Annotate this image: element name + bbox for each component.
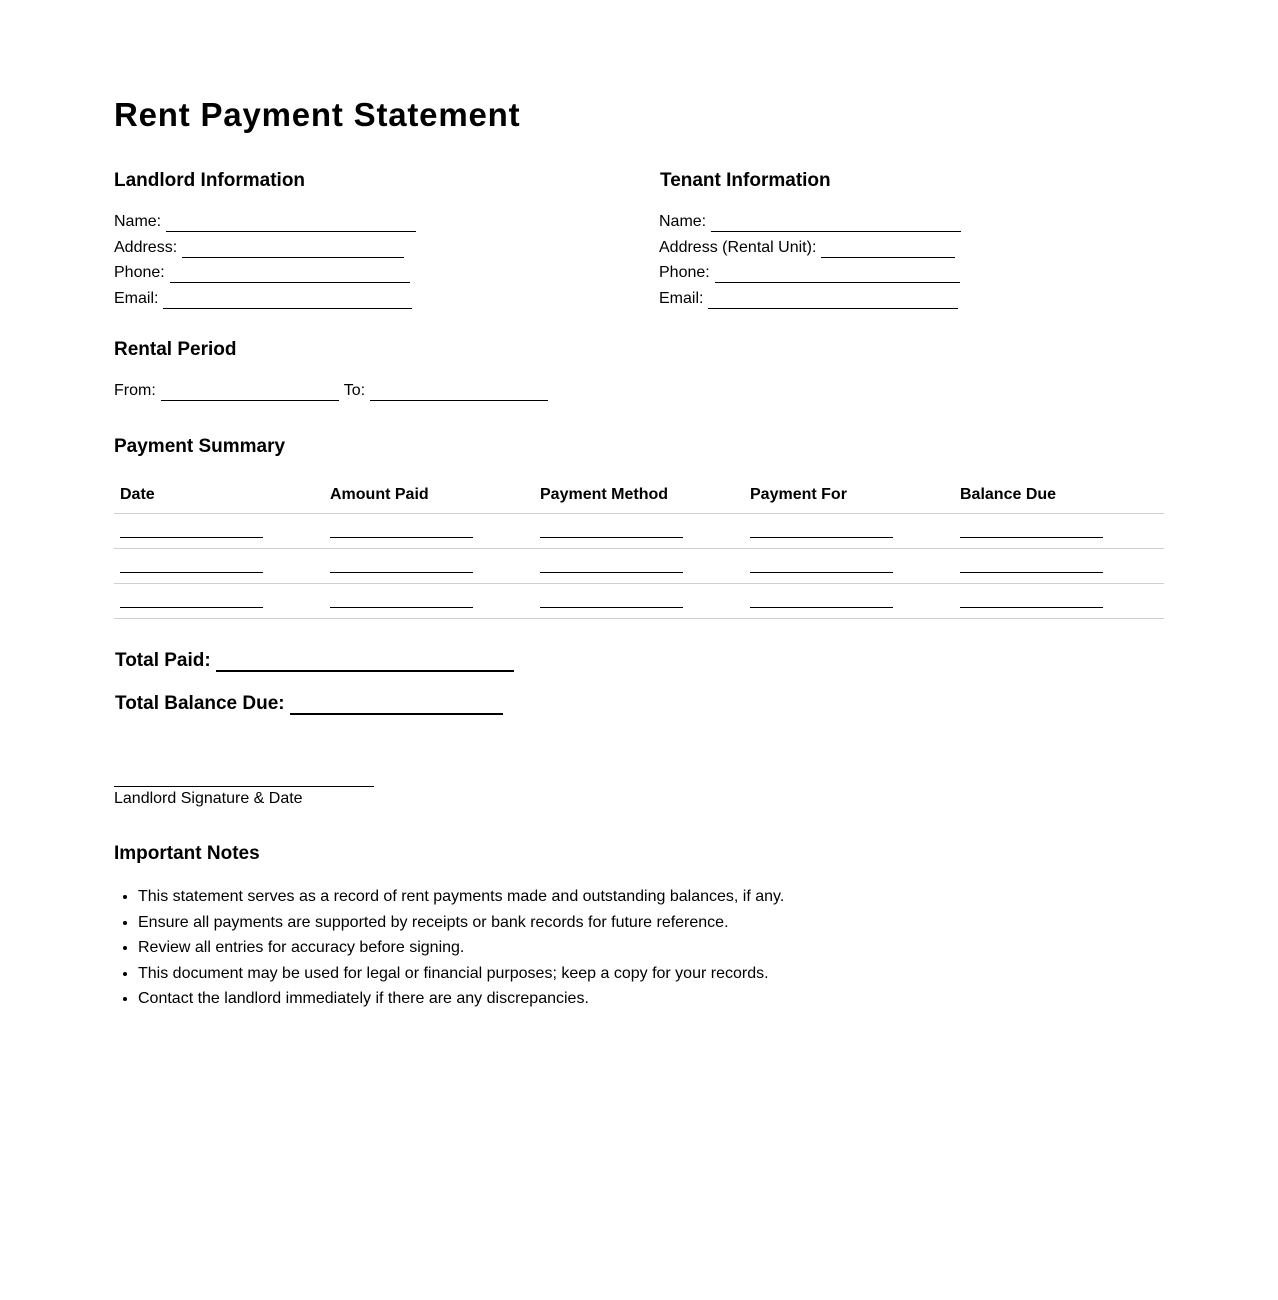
payment-table: [114, 480, 1164, 619]
rental-period-field[interactable]: [114, 381, 548, 401]
tenant-phone-line[interactable]: [715, 268, 960, 283]
landlord-phone-line[interactable]: [170, 268, 410, 283]
landlord-name-label: Name:: [114, 213, 162, 230]
landlord-phone-label: Phone:: [114, 264, 165, 281]
blank-line: [750, 572, 893, 573]
blank-line: [750, 607, 893, 608]
payment-method-cell[interactable]: [534, 549, 744, 583]
tenant-heading: Tenant Information: [660, 170, 831, 191]
blank-line: [540, 537, 683, 538]
tenant-phone-field[interactable]: [659, 263, 960, 283]
blank-line: [540, 572, 683, 573]
amount-paid-cell[interactable]: [324, 514, 534, 548]
table-header: [114, 480, 1164, 514]
tenant-email-label: Email:: [659, 290, 704, 307]
blank-line: [540, 607, 683, 608]
total-paid-field[interactable]: [115, 650, 514, 672]
to-date-line[interactable]: [370, 386, 548, 401]
date-cell[interactable]: [114, 549, 324, 583]
notes-heading: Important Notes: [114, 843, 260, 864]
tenant-phone-label: Phone:: [659, 264, 710, 281]
page-title: Rent Payment Statement: [114, 96, 521, 133]
blank-line: [330, 572, 473, 573]
notes-list: [114, 884, 784, 1012]
payment-method-cell[interactable]: [534, 514, 744, 548]
list-item: • Review all entries for accuracy before signing.: [138, 935, 784, 961]
signature-label: Landlord Signature & Date: [114, 790, 303, 807]
list-item: • This document may be used for legal or financial purposes; keep a copy for your records.: [138, 961, 784, 987]
landlord-phone-field[interactable]: [114, 263, 410, 283]
payment-summary-heading: Payment Summary: [114, 436, 286, 457]
blank-line: [120, 537, 263, 538]
tenant-address-line[interactable]: [821, 243, 955, 258]
landlord-email-line[interactable]: [163, 294, 412, 309]
landlord-address-field[interactable]: [114, 238, 404, 258]
date-cell[interactable]: [114, 514, 324, 548]
tenant-email-line[interactable]: [708, 294, 958, 309]
tenant-address-field[interactable]: [659, 238, 955, 258]
column-header-amount-paid: Amount Paid: [330, 486, 429, 503]
amount-paid-cell[interactable]: [324, 584, 534, 618]
date-cell[interactable]: [114, 584, 324, 618]
blank-line: [330, 607, 473, 608]
landlord-email-label: Email:: [114, 290, 159, 307]
tenant-name-line[interactable]: [711, 217, 961, 232]
blank-line: [120, 607, 263, 608]
landlord-name-field[interactable]: [114, 212, 416, 232]
total-balance-field[interactable]: [115, 693, 503, 715]
balance-due-cell[interactable]: [954, 584, 1164, 618]
landlord-heading: Landlord Information: [114, 170, 306, 191]
column-header-payment-for: Payment For: [750, 486, 847, 503]
balance-due-cell[interactable]: [954, 549, 1164, 583]
landlord-name-line[interactable]: [166, 217, 416, 232]
payment-for-cell[interactable]: [744, 549, 954, 583]
table-row: [114, 549, 1164, 584]
landlord-email-field[interactable]: [114, 289, 412, 309]
blank-line: [960, 572, 1103, 573]
column-header-balance-due: Balance Due: [960, 486, 1057, 503]
payment-for-cell[interactable]: [744, 584, 954, 618]
payment-method-cell[interactable]: [534, 584, 744, 618]
blank-line: [960, 607, 1103, 608]
landlord-address-label: Address:: [114, 239, 178, 256]
payment-for-cell[interactable]: [744, 514, 954, 548]
total-paid-line[interactable]: [216, 654, 514, 672]
total-balance-label: Total Balance Due:: [115, 693, 285, 714]
rental-period-heading: Rental Period: [114, 339, 237, 360]
blank-line: [750, 537, 893, 538]
tenant-address-label: Address (Rental Unit):: [659, 239, 817, 256]
column-header-date: Date: [120, 486, 155, 503]
table-row: [114, 514, 1164, 549]
amount-paid-cell[interactable]: [324, 549, 534, 583]
list-item: • Contact the landlord immediately if there are any discrepancies.: [138, 986, 784, 1012]
signature-line[interactable]: [114, 786, 374, 787]
blank-line: [960, 537, 1103, 538]
to-label: To:: [343, 382, 366, 399]
balance-due-cell[interactable]: [954, 514, 1164, 548]
from-label: From:: [114, 382, 156, 399]
table-row: [114, 584, 1164, 619]
tenant-email-field[interactable]: [659, 289, 958, 309]
total-balance-line[interactable]: [290, 697, 503, 715]
total-paid-label: Total Paid:: [115, 650, 211, 671]
column-header-payment-method: Payment Method: [540, 486, 669, 503]
from-date-line[interactable]: [161, 386, 339, 401]
landlord-address-line[interactable]: [182, 243, 404, 258]
tenant-name-field[interactable]: [659, 212, 961, 232]
list-item: • This statement serves as a record of rent payments made and outstanding balances, if any.: [138, 884, 784, 910]
blank-line: [120, 572, 263, 573]
tenant-name-label: Name:: [659, 213, 707, 230]
blank-line: [330, 537, 473, 538]
list-item: • Ensure all payments are supported by receipts or bank records for future reference.: [138, 910, 784, 936]
